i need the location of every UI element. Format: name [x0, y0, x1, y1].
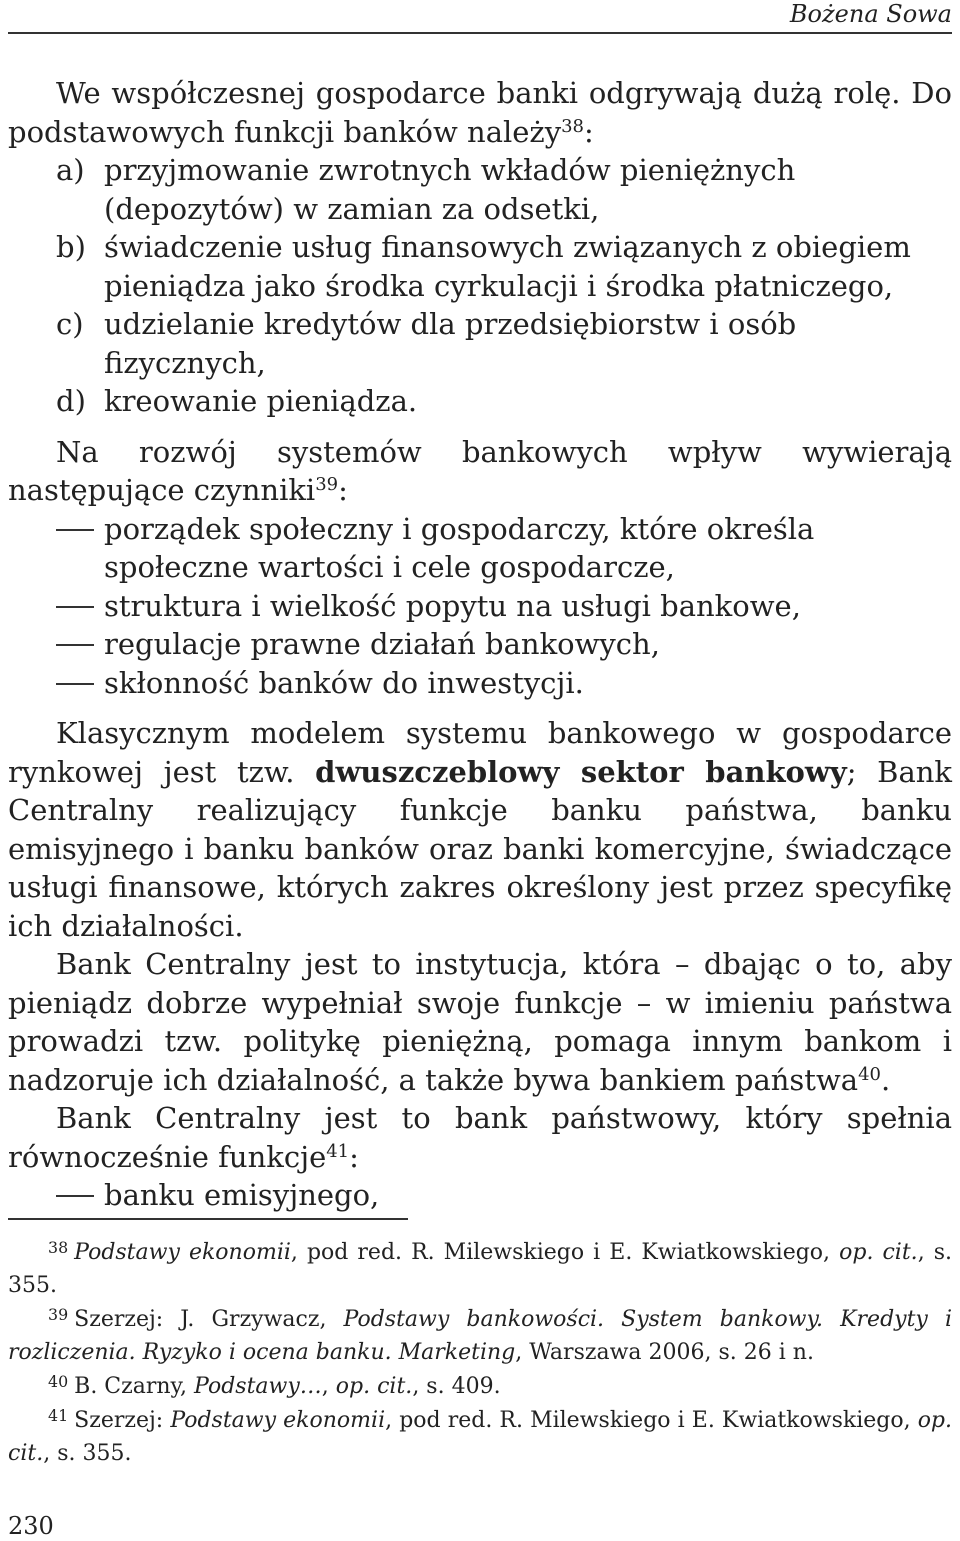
list-marker: d) [56, 384, 86, 418]
list-item [56, 664, 952, 703]
central-bank-functions-list [8, 1176, 952, 1215]
citation-text: Szerzej: [74, 1408, 164, 1433]
citation-title: Podstawy ekonomii [74, 1240, 291, 1265]
paragraph-central-bank-definition [8, 945, 952, 1099]
list-item-text: struktura i wielkość popytu na usługi bankowe, [104, 588, 801, 623]
list-item-text: kreowanie pieniądza. [104, 384, 418, 418]
footnote-39 [8, 1303, 952, 1369]
citation-text: , [321, 1374, 329, 1399]
citation-text: , pod red. R. Milewskiego i E. Kwiatkowskiego, [385, 1408, 911, 1433]
header-rule [8, 32, 952, 34]
factors-list [8, 510, 952, 703]
footnote-ref-39[interactable]: 39 [315, 474, 339, 496]
citation-text: , pod red. R. Milewskiego i E. Kwiatkowskiego, [290, 1240, 831, 1265]
paragraph-end: . [880, 1062, 891, 1097]
footnote-number: 41 [48, 1405, 69, 1425]
paragraph-text: Na rozwój systemów bankowych wpływ wywierają następujące czynniki [8, 434, 952, 507]
footnote-ref-38[interactable]: 38 [561, 115, 584, 137]
list-item-text: skłonność banków do inwestycji. [104, 665, 584, 700]
paragraph-two-tier-system [8, 714, 952, 945]
citation-text: , s. 409. [412, 1374, 501, 1399]
citation-opcit: op. cit. [839, 1240, 918, 1265]
citation-text: , Warszawa 2006, s. 26 i n. [515, 1340, 814, 1365]
list-item [56, 382, 952, 421]
footnote-number: 38 [48, 1237, 69, 1257]
dash-bullet [56, 587, 94, 626]
running-header-author: Bożena Sowa [789, 0, 952, 28]
paragraph-development-factors [8, 433, 952, 510]
page-number: 230 [8, 1512, 54, 1540]
bold-term: dwuszczeblowy sektor bankowy [315, 754, 847, 789]
list-marker: a) [56, 153, 85, 187]
paragraph-text: Bank Centralny jest to bank państwowy, który spełnia równocześnie funkcje [8, 1101, 952, 1174]
footnote-ref-41[interactable]: 41 [326, 1140, 350, 1162]
paragraph-text: We współczesnej gospodarce banki odgrywają dużą rolę. Do podstawowych funkcji banków należy [8, 76, 952, 149]
dash-bullet [56, 510, 94, 549]
citation-text: B. Czarny, [74, 1374, 188, 1399]
list-item-text: udzielanie kredytów dla przedsiębiorstw i osób fizycznych, [104, 307, 797, 380]
citation-text: Szerzej: J. Grzywacz, [74, 1307, 327, 1332]
list-item-text: świadczenie usług finansowych związanych z obiegiem pieniądza jako środka cyrkulacji i środka płatniczego, [104, 230, 911, 303]
bank-functions-list [8, 151, 952, 421]
list-item [56, 625, 952, 664]
paragraph-text: ; Bank Centralny realizujący funkcje banku państwa, banku emisyjnego i banku banków oraz banki komercyjne, świadczące usługi finansowe, których zakres określony jest przez specyfikę ich działalności. [8, 754, 953, 943]
paragraph-end: : [583, 114, 594, 149]
paragraph-end: : [338, 473, 348, 507]
footnote-ref-40[interactable]: 40 [858, 1063, 881, 1085]
footnote-rule [8, 1218, 408, 1220]
citation-title: Podstawy ekonomii [170, 1408, 386, 1433]
list-item [56, 305, 952, 382]
footnote-number: 40 [48, 1371, 69, 1391]
citation-title: Podstawy… [194, 1374, 322, 1399]
list-marker: b) [56, 230, 86, 264]
citation-text: , s. 355. [8, 1240, 953, 1298]
citation-opcit: op. cit. [335, 1374, 413, 1399]
dash-bullet [56, 664, 94, 703]
footnote-40 [8, 1370, 952, 1403]
list-item [56, 510, 952, 587]
footnote-38 [8, 1236, 952, 1302]
paragraph-text: Klasycznym modelem systemu bankowego w gospodarce rynkowej jest tzw. [8, 716, 952, 789]
dash-bullet [56, 1176, 94, 1215]
footnote-41 [8, 1404, 952, 1470]
list-marker: c) [56, 307, 84, 341]
paragraph-end: : [349, 1139, 359, 1174]
list-item [56, 587, 952, 626]
list-item [56, 151, 952, 228]
citation-text: , s. 355. [43, 1441, 132, 1466]
paragraph-text: Bank Centralny jest to instytucja, która – dbając o to, aby pieniądz dobrze wypełniał swoje funkcje – w imieniu państwa prowadzi tzw. politykę pieniężną, pomaga innym bankom i nadzoruje ich działalność, a także bywa bankiem państwa [8, 947, 952, 1097]
list-item-text: regulacje prawne działań bankowych, [104, 627, 660, 661]
citation-opcit: op. cit. [8, 1408, 953, 1466]
list-item-text: banku emisyjnego, [104, 1178, 380, 1212]
list-item-text: przyjmowanie zwrotnych wkładów pieniężnych (depozytów) w zamian za odsetki, [104, 153, 796, 226]
list-item [56, 228, 952, 305]
footnotes [8, 1236, 952, 1471]
list-item-text: porządek społeczny i gospodarczy, które określa społeczne wartości i cele gospodarcze, [104, 511, 815, 584]
paragraph-central-bank-functions [8, 1099, 952, 1176]
paragraph-bank-functions [8, 74, 952, 151]
citation-title: Podstawy bankowości. System bankowy. Kredyty i rozliczenia. Ryzyko i ocena banku. Marketing [8, 1307, 952, 1365]
dash-bullet [56, 625, 94, 664]
footnote-number: 39 [48, 1304, 69, 1324]
page-body [8, 74, 952, 1215]
list-item [56, 1176, 952, 1215]
